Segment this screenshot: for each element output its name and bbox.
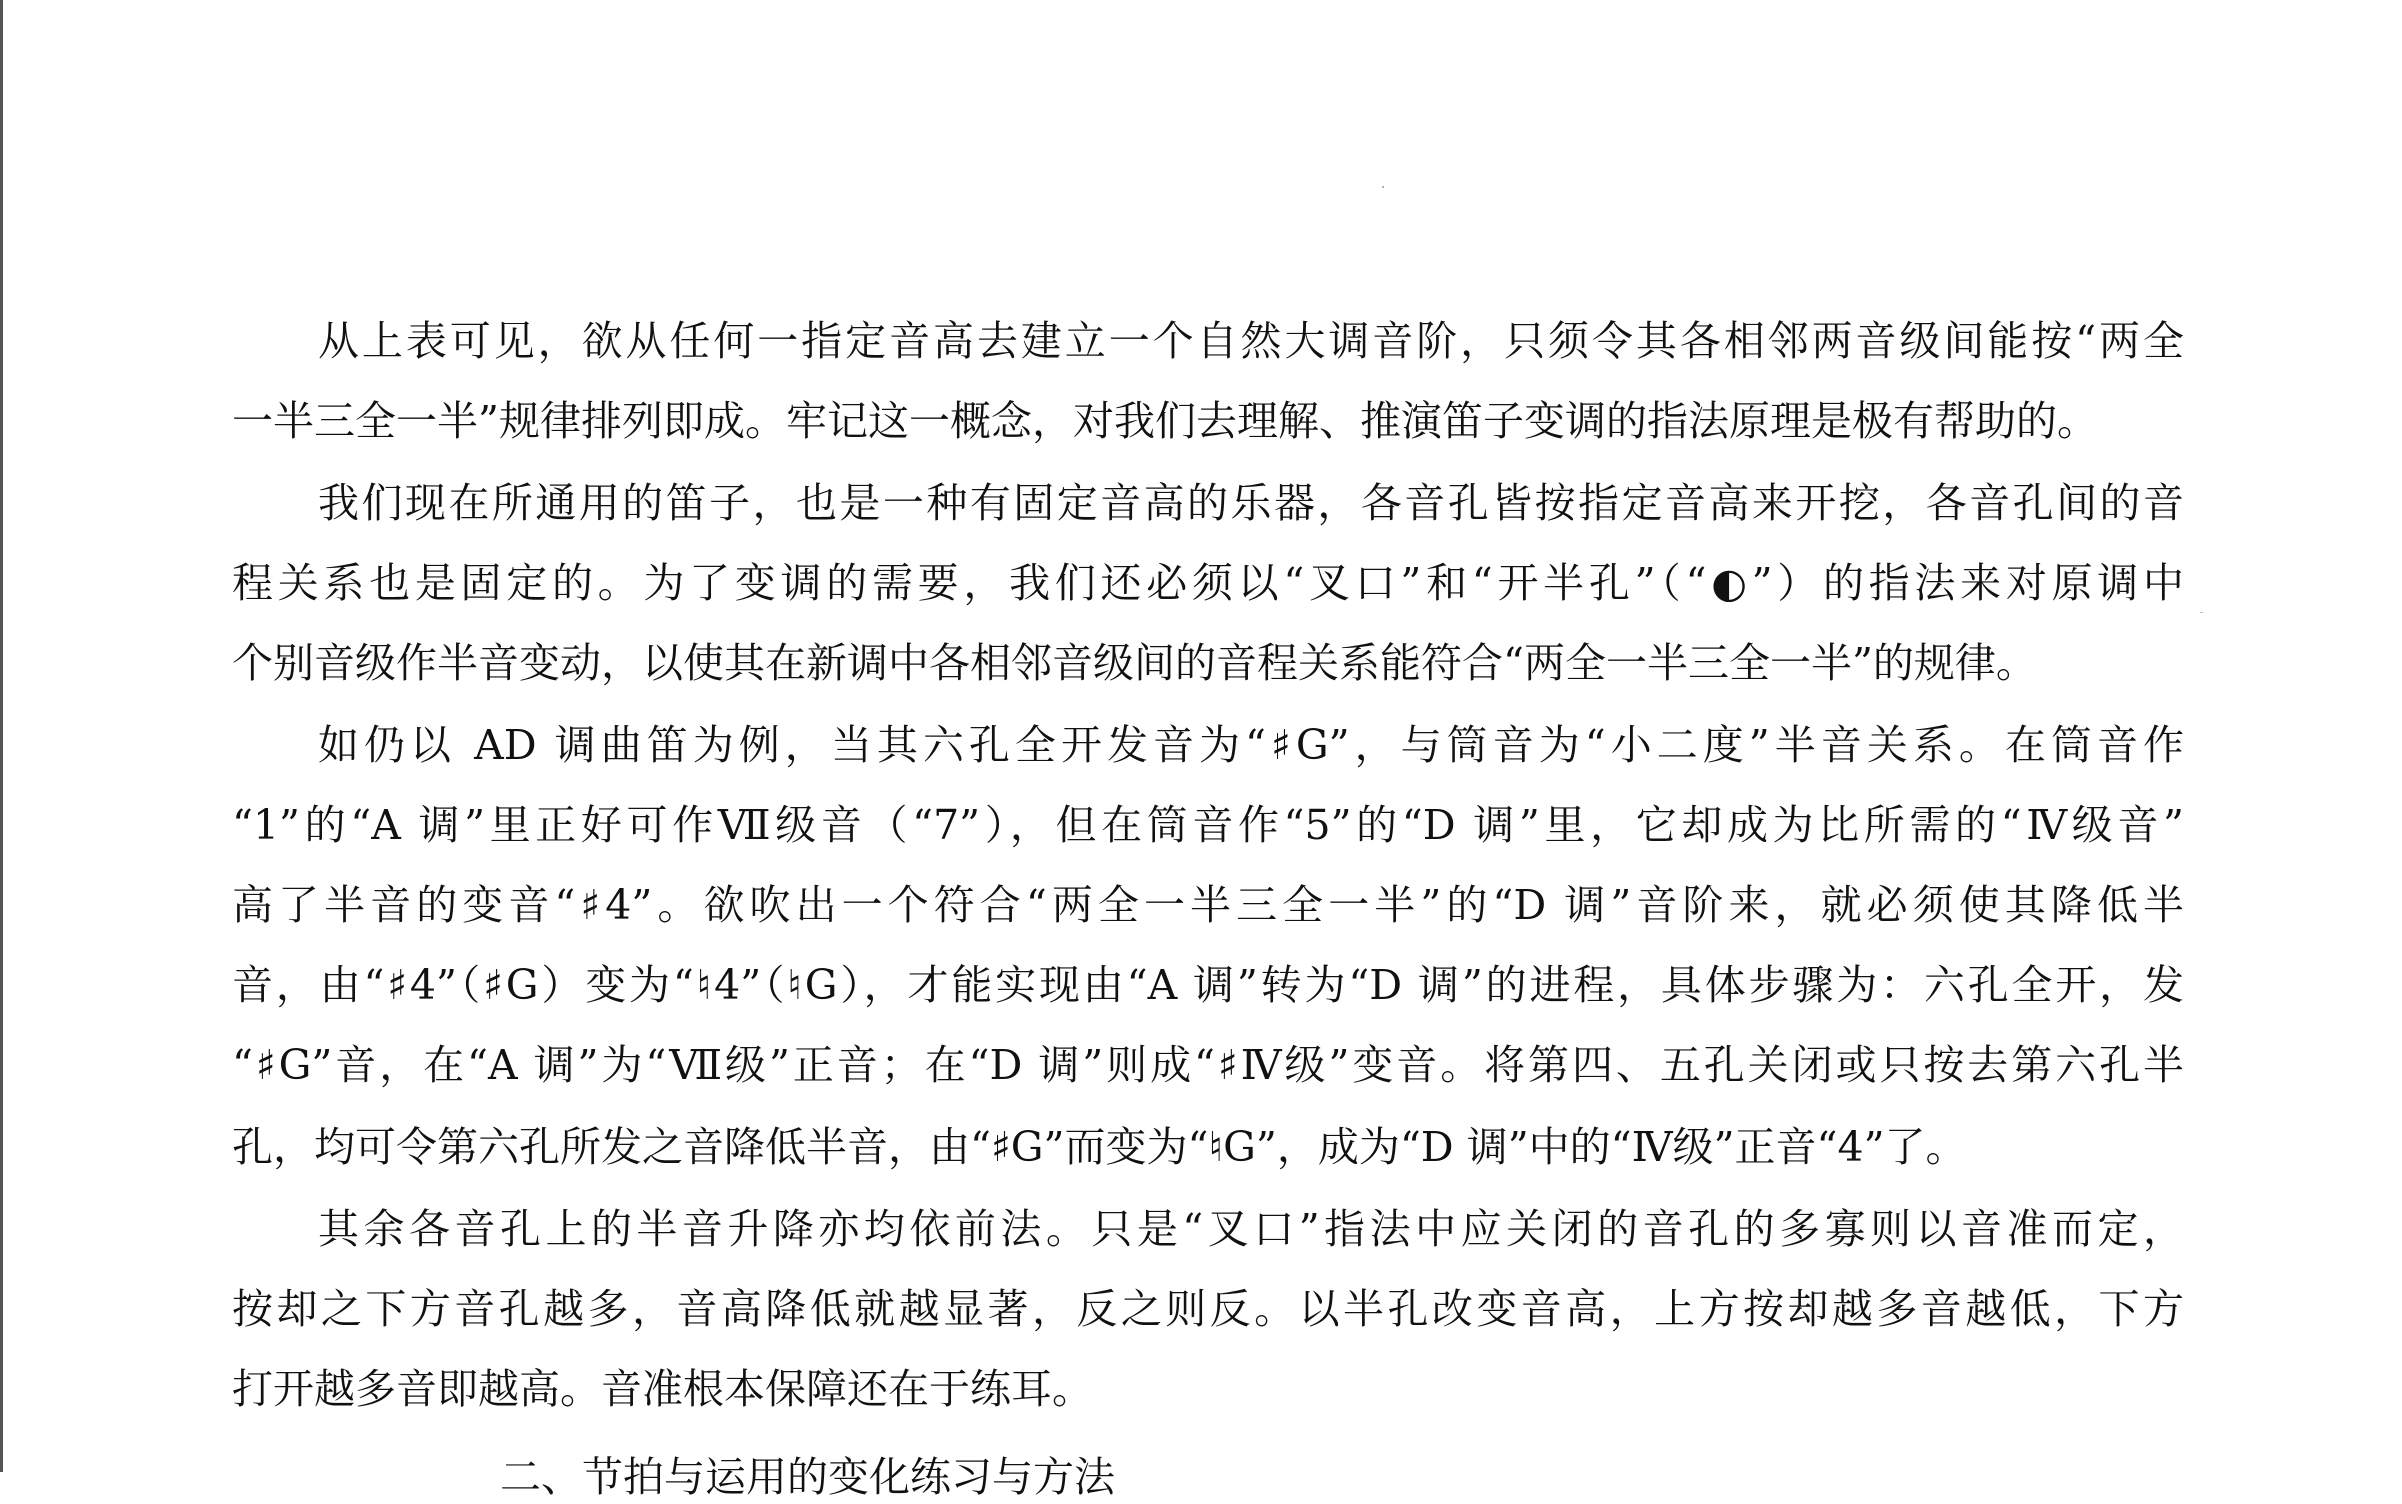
paragraph-2-line-3: 个别音级作半音变动，以使其在新调中各相邻音级间的音程关系能符合“两全一半三全一半”的规律。 bbox=[232, 639, 2037, 687]
paragraph-1-line-2: 一半三全一半”规律排列即成。牢记这一概念，对我们去理解、推演笛子变调的指法原理是极有帮助的。 bbox=[232, 397, 2098, 445]
page-left-edge bbox=[0, 0, 3, 1472]
paragraph-4-line-2: 按却之下方音孔越多，音高降低就越显著，反之则反。以半孔改变音高，上方按却越多音越低，下方 bbox=[232, 1285, 2184, 1333]
paragraph-3-line-4: 音，由“♯4”（♯G）变为“♮4”（♮G），才能实现由“A 调”转为“D 调”的进程，具体步骤为：六孔全开，发 bbox=[232, 961, 2184, 1009]
paragraph-3-line-5: “♯G”音，在“A 调”为“Ⅶ级”正音；在“D 调”则成“♯Ⅳ级”变音。将第四、五孔关闭或只按去第六孔半 bbox=[232, 1041, 2184, 1089]
paragraph-4-line-1: 其余各音孔上的半音升降亦均依前法。只是“叉口”指法中应关闭的音孔的多寡则以音准而定， bbox=[318, 1205, 2184, 1253]
cutoff-next-heading bbox=[500, 1450, 1260, 1501]
paragraph-4-line-3: 打开越多音即越高。音准根本保障还在于练耳。 bbox=[232, 1365, 1093, 1413]
paragraph-2-line-2: 程关系也是固定的。为了变调的需要，我们还必须以“叉口”和“开半孔”（“◐”）的指法来对原调中 bbox=[232, 559, 2184, 607]
paragraph-2-line-1: 我们现在所通用的笛子，也是一种有固定音高的乐器，各音孔皆按指定音高来开挖，各音孔间的音 bbox=[318, 479, 2184, 527]
paragraph-3-line-3: 高了半音的变音“♯4”。欲吹出一个符合“两全一半三全一半”的“D 调”音阶来，就必须使其降低半 bbox=[232, 881, 2184, 929]
paragraph-3-line-1: 如仍以 AD 调曲笛为例，当其六孔全开发音为“♯G”，与筒音为“小二度”半音关系。在筒音作 bbox=[318, 721, 2184, 769]
scan-speck bbox=[1382, 186, 1384, 188]
cutoff-heading-text: 二、节拍与运用的变化练习与方法 bbox=[500, 1453, 1115, 1501]
paragraph-1-line-1: 从上表可见，欲从任何一指定音高去建立一个自然大调音阶，只须令其各相邻两音级间能按“两全 bbox=[318, 317, 2184, 365]
paragraph-3-line-2: “1”的“A 调”里正好可作Ⅶ级音（“7”），但在筒音作“5”的“D 调”里，它却成为比所需的“Ⅳ级音” bbox=[232, 801, 2184, 849]
paragraph-3-line-6: 孔，均可令第六孔所发之音降低半音，由“♯G”而变为“♮G”，成为“D 调”中的“Ⅳ级”正音“4”了。 bbox=[232, 1123, 1967, 1171]
scan-speck bbox=[2200, 612, 2203, 613]
